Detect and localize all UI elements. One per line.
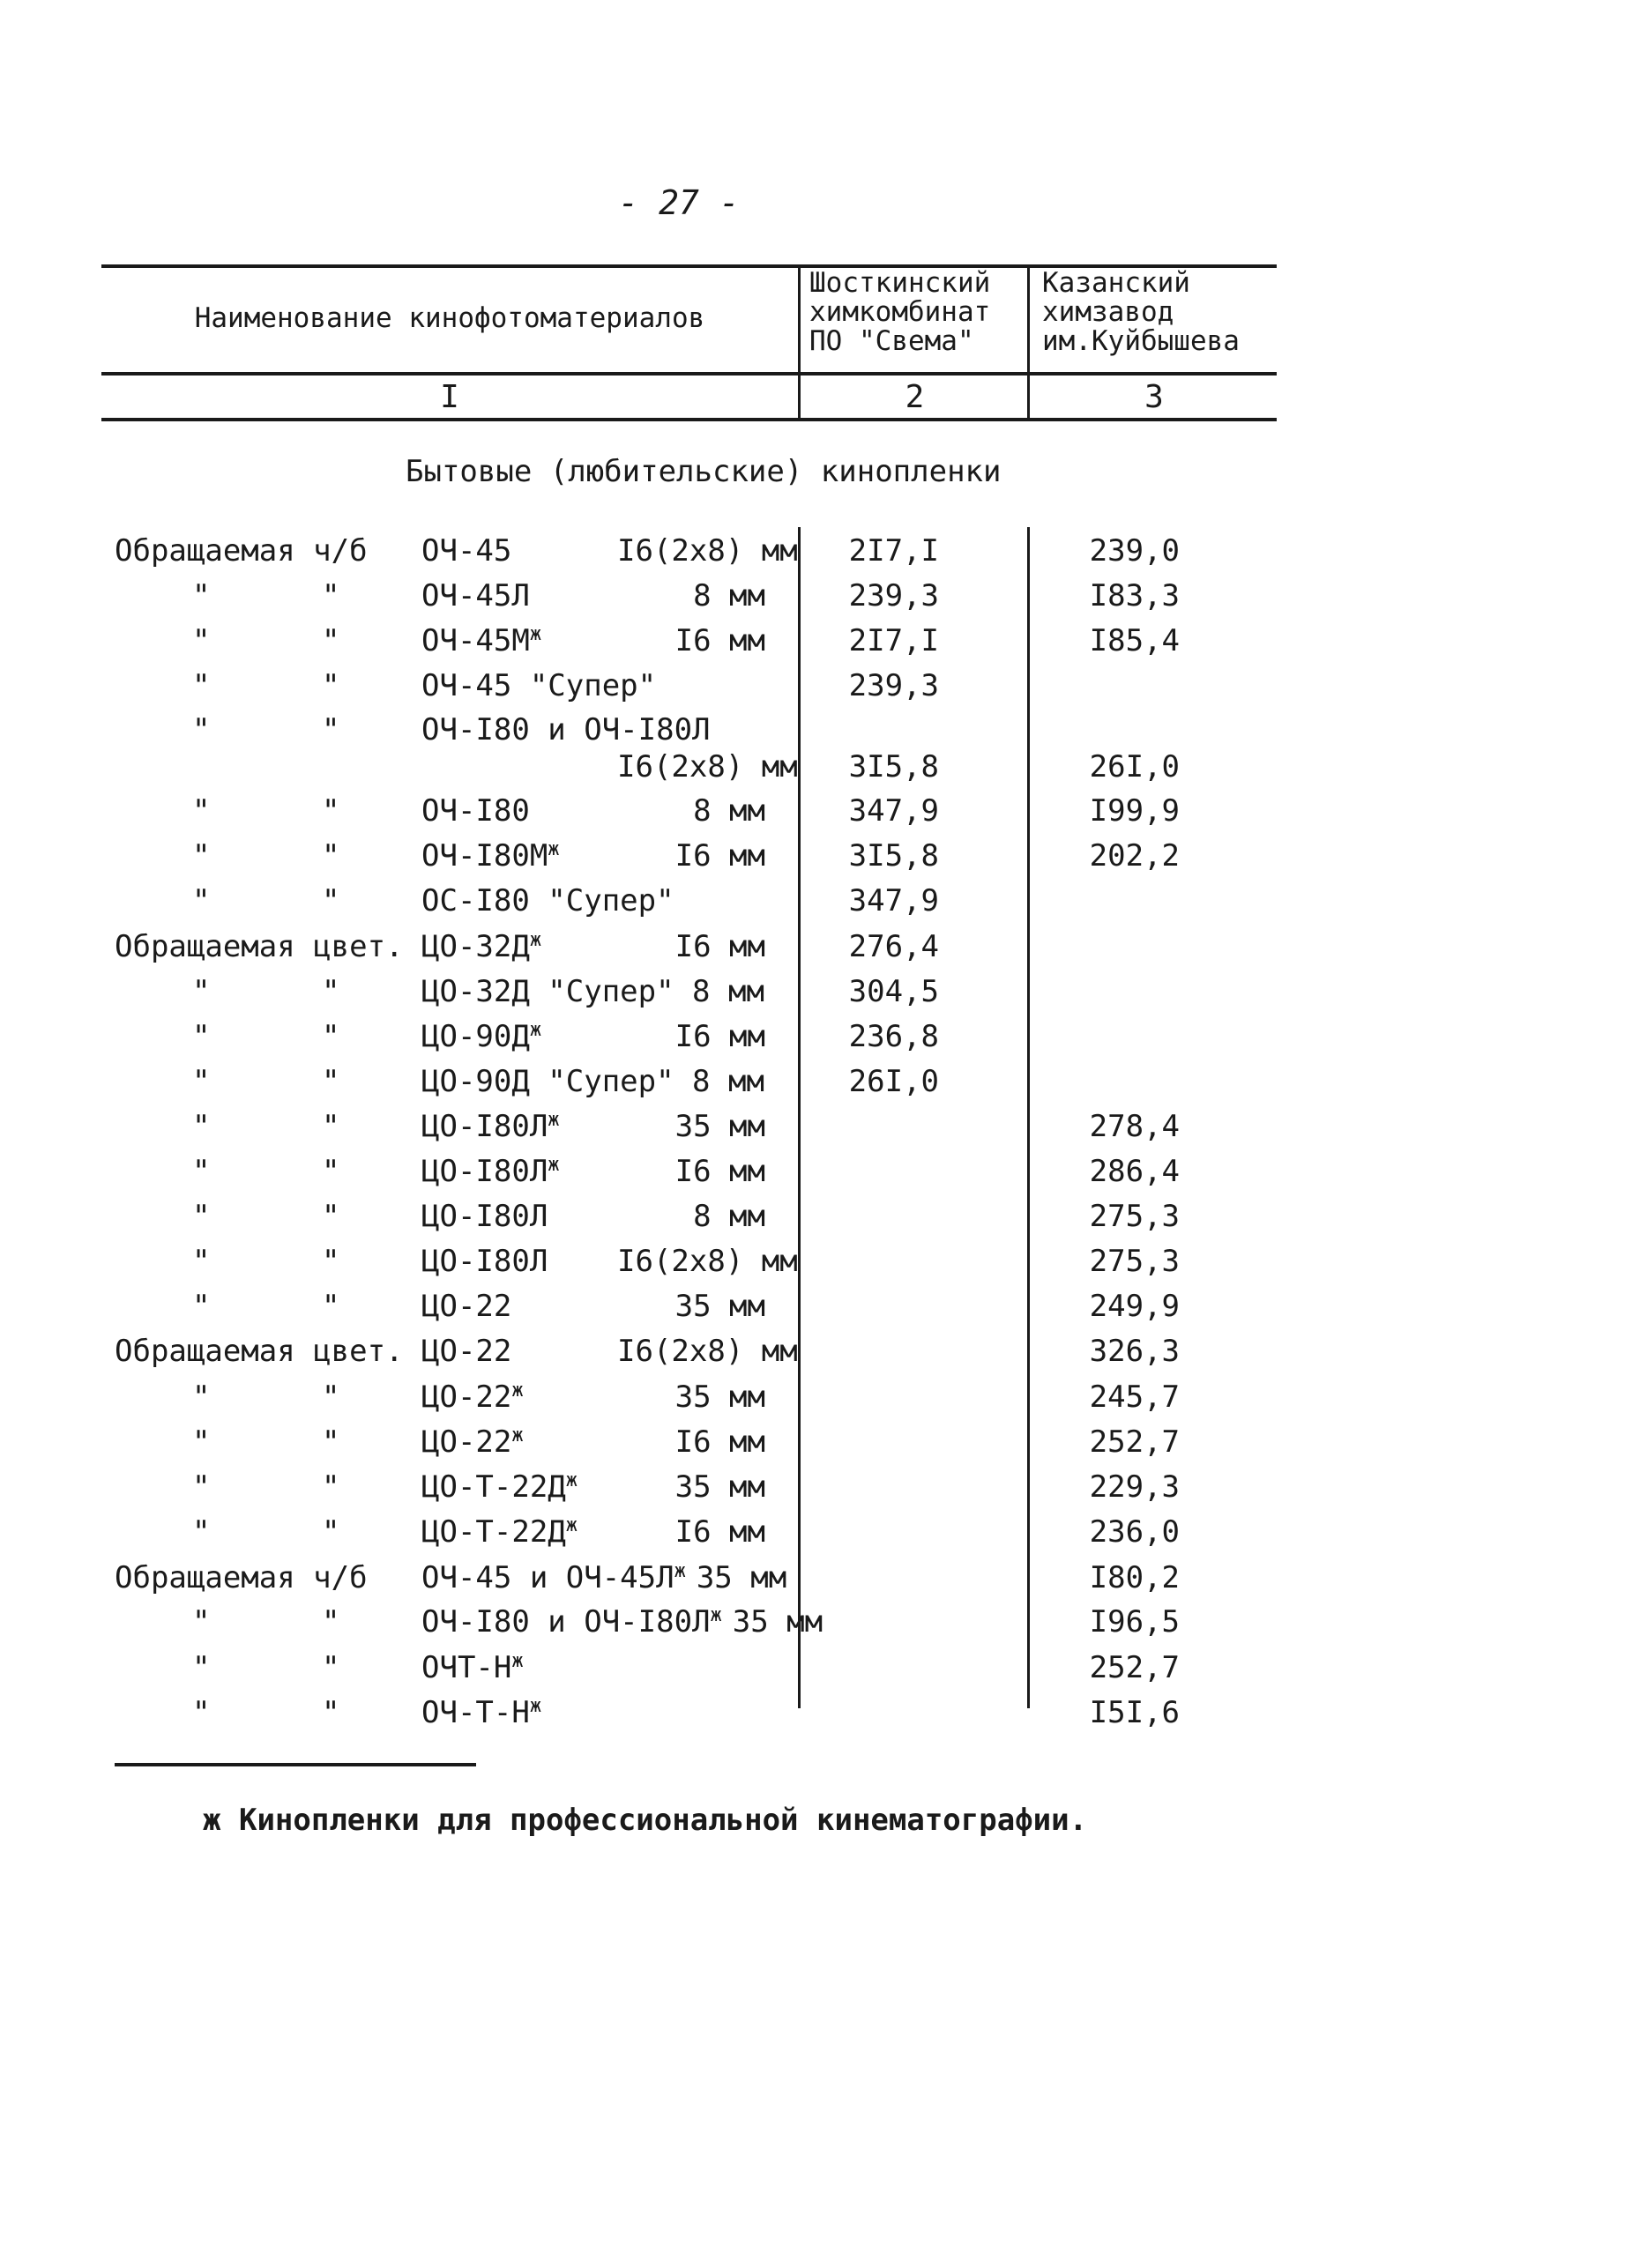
table-row xyxy=(0,1289,1632,1324)
material-name-text: ЦО-90Д xyxy=(421,1019,530,1054)
ditto-mark: " xyxy=(322,1604,340,1640)
row-price-kazan: 229,3 xyxy=(1089,1469,1180,1505)
ditto-mark: " xyxy=(192,1424,211,1460)
row-material-name xyxy=(421,1109,560,1144)
page-number: - 27 - xyxy=(618,183,740,222)
ditto-mark: " xyxy=(192,974,211,1009)
table-row xyxy=(0,1560,1632,1595)
material-name-text: ОЧ-45М xyxy=(421,623,530,658)
material-name-text: ОЧТ-Н xyxy=(421,1650,512,1685)
row-price-svema: 236,8 xyxy=(848,1019,939,1054)
row-category: Обращаемая цвет. xyxy=(115,1334,404,1369)
material-name-text: ОЧ-45 "Супер" xyxy=(421,668,657,703)
table-row xyxy=(0,1604,1632,1640)
table-row xyxy=(0,533,1632,569)
ditto-mark: " xyxy=(192,1199,211,1234)
ditto-mark: " xyxy=(322,1244,340,1279)
ditto-mark: " xyxy=(192,883,211,918)
row-size: 8 мм xyxy=(693,793,765,829)
row-material-name xyxy=(421,578,530,613)
row-price-kazan: 252,7 xyxy=(1089,1650,1180,1685)
table-row xyxy=(0,1244,1632,1279)
ditto-mark: " xyxy=(322,838,340,874)
row-price-svema: 239,3 xyxy=(848,578,939,613)
header-col2-line: химкомбинат xyxy=(809,296,991,328)
row-price-kazan: 249,9 xyxy=(1089,1289,1180,1324)
ditto-mark: " xyxy=(192,1650,211,1685)
table-row xyxy=(0,749,1632,785)
column-number-2: 2 xyxy=(905,379,925,415)
row-material-name xyxy=(421,623,541,658)
row-price-kazan: 286,4 xyxy=(1089,1154,1180,1189)
ditto-mark: " xyxy=(192,623,211,658)
material-name-text: ОЧ-I80 и ОЧ-I80Л xyxy=(421,1604,711,1640)
row-price-svema: 26I,0 xyxy=(848,1064,939,1099)
ditto-mark: " xyxy=(322,1289,340,1324)
ditto-mark: " xyxy=(192,1064,211,1099)
row-material-name xyxy=(421,883,674,918)
material-name-text: ЦО-Т-22Д xyxy=(421,1514,566,1550)
table-header-bottom-rule xyxy=(101,372,1277,376)
row-size: I6(2x8) мм xyxy=(617,749,798,785)
row-price-kazan: I96,5 xyxy=(1089,1604,1180,1640)
material-name-text: ЦО-32Д "Супер" 8 мм xyxy=(421,974,764,1009)
row-material-name xyxy=(421,1199,548,1234)
row-size: I6 мм xyxy=(674,1154,765,1189)
ditto-mark: " xyxy=(322,1514,340,1550)
ditto-mark: " xyxy=(192,1109,211,1144)
table-row xyxy=(0,883,1632,918)
material-name-text: ЦО-32Д xyxy=(421,929,530,964)
row-size: I6 мм xyxy=(674,929,765,964)
table-row xyxy=(0,1334,1632,1369)
row-material-name xyxy=(421,1469,578,1505)
row-price-svema: 2I7,I xyxy=(848,533,939,569)
table-row xyxy=(0,668,1632,703)
footnote-mark: ж xyxy=(511,1650,524,1672)
row-size: 35 мм xyxy=(674,1289,765,1324)
row-price-kazan: 275,3 xyxy=(1089,1244,1180,1279)
row-size: I6(2x8) мм xyxy=(617,1244,798,1279)
row-size: 8 мм xyxy=(693,1199,765,1234)
ditto-mark: " xyxy=(322,578,340,613)
row-price-kazan: I99,9 xyxy=(1089,793,1180,829)
row-price-kazan: I83,3 xyxy=(1089,578,1180,613)
ditto-mark: " xyxy=(192,1695,211,1730)
footnote-text: Кинопленки для профессиональной кинематографии. xyxy=(238,1803,1088,1838)
header-col3-line: Казанский xyxy=(1042,267,1190,299)
row-material-name xyxy=(421,1695,541,1730)
ditto-mark: " xyxy=(322,1424,340,1460)
material-name-text: ОС-I80 "Супер" xyxy=(421,883,674,918)
ditto-mark: " xyxy=(322,1695,340,1730)
row-size: I6 мм xyxy=(674,1514,765,1550)
row-price-kazan: 236,0 xyxy=(1089,1514,1180,1550)
row-category: Обращаемая ч/б xyxy=(115,1560,368,1595)
row-price-kazan: I80,2 xyxy=(1089,1560,1180,1595)
table-row xyxy=(0,1199,1632,1234)
material-name-text: ЦО-I80Л xyxy=(421,1154,548,1189)
row-material-name xyxy=(421,929,541,964)
row-price-svema: 304,5 xyxy=(848,974,939,1009)
ditto-mark: " xyxy=(192,578,211,613)
row-material-name xyxy=(421,1379,524,1415)
table-row xyxy=(0,974,1632,1009)
row-material-name xyxy=(421,1064,764,1099)
footnote-mark: ж xyxy=(548,1109,560,1131)
row-material-name xyxy=(421,1560,786,1595)
row-size: 35 мм xyxy=(674,1469,765,1505)
header-col3-line: им.Куйбышева xyxy=(1042,325,1240,357)
row-price-kazan: I5I,6 xyxy=(1089,1695,1180,1730)
table-row xyxy=(0,1064,1632,1099)
footnote xyxy=(203,1803,1087,1838)
table-row xyxy=(0,929,1632,964)
row-size: I6 мм xyxy=(674,1424,765,1460)
ditto-mark: " xyxy=(192,1514,211,1550)
row-size: I6(2x8) мм xyxy=(617,1334,798,1369)
ditto-mark: " xyxy=(192,1289,211,1324)
row-price-kazan: 252,7 xyxy=(1089,1424,1180,1460)
ditto-mark: " xyxy=(322,1650,340,1685)
ditto-mark: " xyxy=(192,1154,211,1189)
ditto-mark: " xyxy=(322,1469,340,1505)
row-price-kazan: 278,4 xyxy=(1089,1109,1180,1144)
material-name-text: ЦО-22 xyxy=(421,1379,512,1415)
row-price-svema: 3I5,8 xyxy=(848,838,939,874)
material-name-text: ОЧ-45Л xyxy=(421,578,530,613)
column-number-1: I xyxy=(440,379,459,415)
ditto-mark: " xyxy=(322,1154,340,1189)
row-size: 35 мм xyxy=(674,1379,765,1415)
row-material-name xyxy=(421,668,656,703)
row-size: 35 мм xyxy=(674,1109,765,1144)
material-name-text: ОЧ-Т-Н xyxy=(421,1695,530,1730)
material-name-text: ОЧ-I80М xyxy=(421,838,548,874)
row-material-name xyxy=(421,533,511,569)
ditto-mark: " xyxy=(322,668,340,703)
footnote-mark: ж xyxy=(565,1514,578,1536)
section-title: Бытовые (любительские) кинопленки xyxy=(406,454,1002,489)
material-name-text: ЦО-22 xyxy=(421,1289,512,1324)
footnote-mark: ж xyxy=(548,1154,560,1176)
footnote-mark: ж xyxy=(511,1424,524,1446)
table-row xyxy=(0,1695,1632,1730)
row-price-kazan: I85,4 xyxy=(1089,623,1180,658)
row-size: 8 мм xyxy=(693,578,765,613)
row-material-name xyxy=(421,974,764,1009)
row-price-kazan: 26I,0 xyxy=(1089,749,1180,785)
material-name-text: ЦО-I80Л xyxy=(421,1244,548,1279)
ditto-mark: " xyxy=(322,793,340,829)
row-size: I6 мм xyxy=(674,838,765,874)
row-material-name xyxy=(421,1154,560,1189)
row-price-svema: 347,9 xyxy=(848,793,939,829)
row-size: 35 мм xyxy=(696,1560,787,1595)
row-price-svema: 347,9 xyxy=(848,883,939,918)
footnote-mark: ж xyxy=(529,929,542,951)
row-size: I6(2x8) мм xyxy=(617,533,798,569)
ditto-mark: " xyxy=(322,1064,340,1099)
header-col3-line: химзавод xyxy=(1042,296,1174,328)
footnote-mark: ж xyxy=(565,1469,578,1491)
table-row xyxy=(0,1469,1632,1505)
table-colnum-bottom-rule xyxy=(101,418,1277,421)
ditto-mark: " xyxy=(322,883,340,918)
table-row xyxy=(0,712,1632,747)
table-row xyxy=(0,838,1632,874)
row-material-name xyxy=(421,1424,524,1460)
material-name-text: ОЧ-I80 xyxy=(421,793,530,829)
material-name-text: ЦО-90Д "Супер" 8 мм xyxy=(421,1064,764,1099)
ditto-mark: " xyxy=(322,1109,340,1144)
row-price-kazan: 275,3 xyxy=(1089,1199,1180,1234)
footnote-mark: ж xyxy=(203,1803,221,1838)
material-name-text: ЦО-22 xyxy=(421,1424,512,1460)
table-row xyxy=(0,1650,1632,1685)
ditto-mark: " xyxy=(322,623,340,658)
material-name-text: ОЧ-I80 и ОЧ-I80Л xyxy=(421,712,711,747)
material-name-text: ЦО-I80Л xyxy=(421,1199,548,1234)
material-name-text: ЦО-Т-22Д xyxy=(421,1469,566,1505)
table-row xyxy=(0,1109,1632,1144)
footnote-mark: ж xyxy=(529,623,542,645)
table-row xyxy=(0,1514,1632,1550)
row-material-name xyxy=(421,1514,578,1550)
row-price-kazan: 202,2 xyxy=(1089,838,1180,874)
row-price-svema: 2I7,I xyxy=(848,623,939,658)
ditto-mark: " xyxy=(192,793,211,829)
ditto-mark: " xyxy=(322,712,340,747)
header-col3 xyxy=(1042,269,1277,356)
table-row xyxy=(0,1019,1632,1054)
ditto-mark: " xyxy=(192,1604,211,1640)
row-material-name xyxy=(421,1244,548,1279)
row-category: Обращаемая ч/б xyxy=(115,533,368,569)
header-col2-line: ПО "Свема" xyxy=(809,325,974,357)
row-size: I6 мм xyxy=(674,1019,765,1054)
table-row xyxy=(0,578,1632,613)
table-row xyxy=(0,623,1632,658)
row-size: I6 мм xyxy=(674,623,765,658)
row-price-kazan: 245,7 xyxy=(1089,1379,1180,1415)
row-material-name xyxy=(421,1289,511,1324)
ditto-mark: " xyxy=(192,1469,211,1505)
ditto-mark: " xyxy=(192,1379,211,1415)
header-col2-line: Шосткинский xyxy=(809,267,991,299)
material-name-text: ОЧ-45 и ОЧ-45Л xyxy=(421,1560,674,1595)
footnote-mark: ж xyxy=(511,1379,524,1402)
ditto-mark: " xyxy=(322,1019,340,1054)
footnote-mark: ж xyxy=(529,1019,542,1041)
footnote-mark: ж xyxy=(674,1560,686,1582)
row-material-name xyxy=(421,1334,511,1369)
row-category: Обращаемая цвет. xyxy=(115,929,404,964)
table-row xyxy=(0,1424,1632,1460)
table-row xyxy=(0,793,1632,829)
ditto-mark: " xyxy=(192,1244,211,1279)
row-material-name xyxy=(421,1604,823,1640)
row-price-svema: 276,4 xyxy=(848,929,939,964)
material-name-text: ЦО-I80Л xyxy=(421,1109,548,1144)
row-material-name xyxy=(421,1650,524,1685)
ditto-mark: " xyxy=(192,668,211,703)
material-name-text: ЦО-22 xyxy=(421,1334,512,1369)
header-divider-left xyxy=(798,264,801,420)
footnote-mark: ж xyxy=(529,1695,542,1717)
row-price-svema: 3I5,8 xyxy=(848,749,939,785)
header-col1: Наименование кинофотоматериалов xyxy=(194,302,705,334)
row-price-svema: 239,3 xyxy=(848,668,939,703)
ditto-mark: " xyxy=(322,1199,340,1234)
material-name-text: ОЧ-45 xyxy=(421,533,512,569)
table-row xyxy=(0,1154,1632,1189)
ditto-mark: " xyxy=(322,974,340,1009)
ditto-mark: " xyxy=(192,1019,211,1054)
row-material-name xyxy=(421,712,711,747)
row-size: 35 мм xyxy=(732,1604,823,1640)
ditto-mark: " xyxy=(322,1379,340,1415)
footnote-mark: ж xyxy=(710,1604,722,1626)
row-price-kazan: 239,0 xyxy=(1089,533,1180,569)
footnote-mark: ж xyxy=(548,838,560,860)
column-number-3: 3 xyxy=(1144,379,1164,415)
ditto-mark: " xyxy=(192,838,211,874)
row-price-kazan: 326,3 xyxy=(1089,1334,1180,1369)
row-material-name xyxy=(421,1019,541,1054)
row-material-name xyxy=(421,838,560,874)
ditto-mark: " xyxy=(192,712,211,747)
row-material-name xyxy=(421,793,530,829)
header-col2 xyxy=(809,269,1030,356)
footnote-rule xyxy=(115,1763,476,1766)
table-row xyxy=(0,1379,1632,1415)
